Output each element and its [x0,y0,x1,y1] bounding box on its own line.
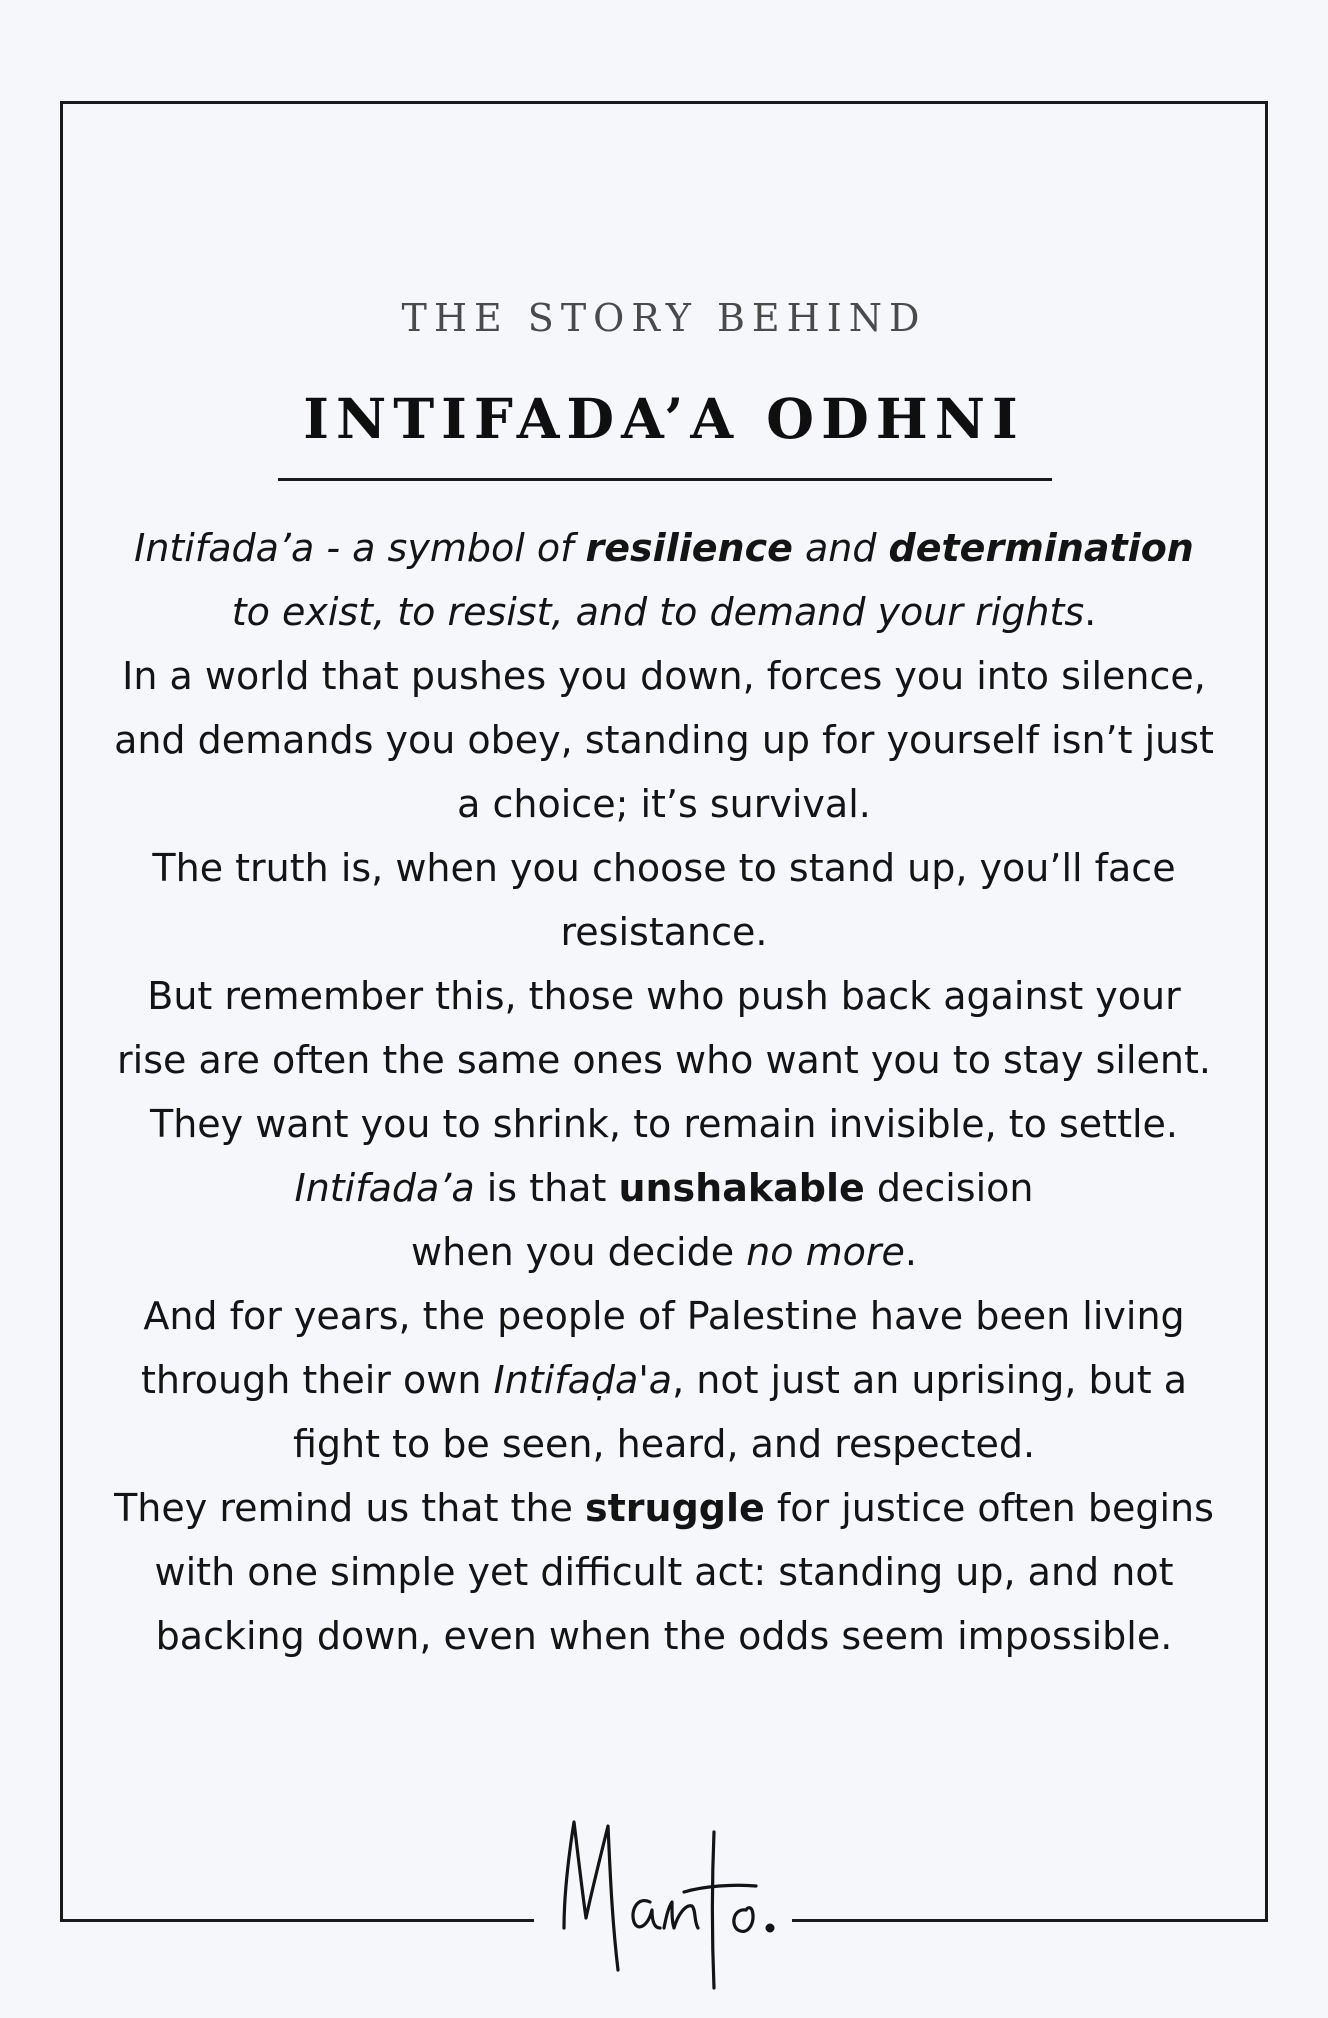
story-body [80,516,1248,1668]
story-line: fight to be seen, heard, and respected. [292,1422,1036,1466]
story-text: through their own [141,1358,494,1402]
story-line: But remember this, those who push back against your [147,974,1181,1018]
emphasis-determination: determination [888,526,1194,570]
story-text-italic: and [792,526,889,570]
emphasis-struggle: struggle [585,1486,765,1530]
story-text: is that [474,1166,619,1210]
story-line: backing down, even when the odds seem impossible. [155,1614,1173,1658]
frame-border-right [1265,101,1268,1922]
page-title: INTIFADA’A ODHNI [303,386,1025,451]
story-text: for justice often begins [764,1486,1214,1530]
story-line: The truth is, when you choose to stand up, you’ll face [152,846,1176,890]
story-line: rise are often the same ones who want you to stay silent. [117,1038,1211,1082]
story-line [80,580,1248,644]
frame-border-left [60,101,63,1922]
story-text: when you decide [411,1230,747,1274]
story-line: resistance. [560,910,768,954]
frame-border-top [60,101,1268,104]
frame-border-bottom-left [60,1919,534,1922]
signature-logo [534,1810,792,2000]
story-line [80,1476,1248,1540]
frame-border-bottom-right [792,1919,1268,1922]
story-text: decision [864,1166,1034,1210]
story-text: . [1084,590,1097,634]
story-line: a choice; it’s survival. [457,782,871,826]
emphasis-unshakable: unshakable [618,1166,865,1210]
story-line: and demands you obey, standing up for yourself isn’t just [114,718,1214,762]
story-line: They want you to shrink, to remain invisible, to settle. [149,1102,1178,1146]
story-line: And for years, the people of Palestine have been living [143,1294,1185,1338]
story-line: with one simple yet difficult act: standing up, and not [154,1550,1174,1594]
story-line [80,1156,1248,1220]
title-divider [278,478,1052,481]
story-text-italic: Intifada’a [294,1166,475,1210]
story-line [80,516,1248,580]
story-text-italic: no more [746,1230,905,1274]
story-line: In a world that pushes you down, forces you into silence, [122,654,1206,698]
story-text-italic: to exist, to resist, and to demand your rights [231,590,1085,634]
story-line [80,1348,1248,1412]
emphasis-resilience: resilience [585,526,793,570]
story-text-italic: Intifaḍa'a [493,1358,673,1402]
story-line [80,1220,1248,1284]
story-text: They remind us that the [114,1486,585,1530]
eyebrow-heading: THE STORY BEHIND [401,296,927,340]
story-text: . [904,1230,917,1274]
story-text: , not just an uprising, but a [672,1358,1187,1402]
story-text-italic: Intifada’a - a symbol of [134,526,586,570]
